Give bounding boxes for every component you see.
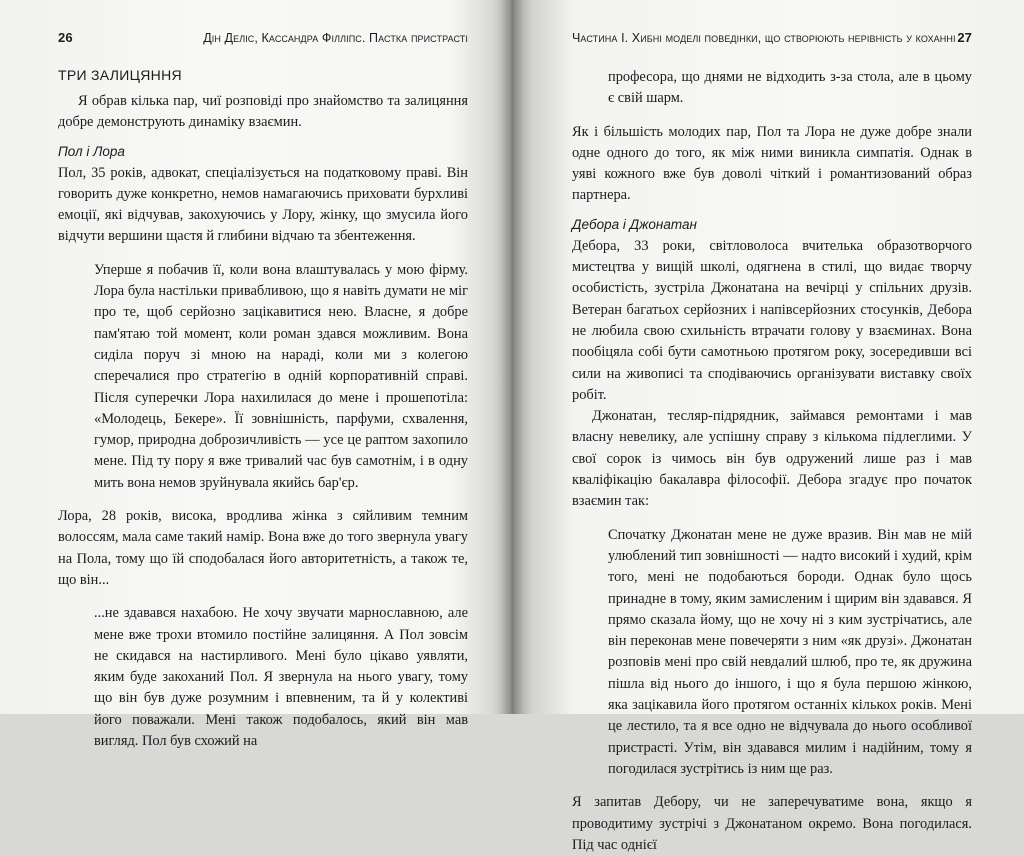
page-number-right: 27	[957, 30, 972, 45]
quote-debora: Спочатку Джонатан мене не дуже вразив. Він мав не мій улюблений тип зовнішності — надто високий і худий, крім того, мені не подобаються бороди. Однак було щось принадне в тому, яким замисленим і щирим він здавався. Я прямо сказала йому, що не хочу ні з ким зустрічатись, але він переконав мене повечеряти з ним «як друзі». Джонатан розповів мені про свій невдалий шлюб, про те, як дружина пішла від нього до іншого, і що я була першою жінкою, яка зацікавила його протягом останніх кількох років. Мені це лестило, та я все одно не відчувала до нього особливої пристрасті. Утім, він здавався милим і надійним, тому я погодилася зустрітись із ним ще раз.	[608, 526, 972, 777]
running-head-left: Дін Деліс, Кассандра Філліпс. Пастка пристрасті	[203, 31, 468, 45]
paragraph-paul: Пол, 35 років, адвокат, спеціалізується на податковому праві. Він говорить дуже конкретно, немов намагаючись приховати бурхливі емоції, які відчував, закохуючись у Лору, жінку, що змусила його відчути вершини щастя й глибини відчаю та збентеження.	[58, 164, 468, 245]
subhead-debora-jonathan: Дебора і Джонатан	[572, 216, 697, 232]
paragraph-laura: Лора, 28 років, висока, вродлива жінка з сяйливим темним волоссям, мала саме такий намір. Вона вже до того звернула увагу на Пола, тому що їй сподобалася його авторитетність, а також те, що він...	[58, 508, 468, 588]
left-page	[0, 0, 512, 750]
right-header	[572, 30, 972, 45]
quote-continuation: професора, що днями не відходить з-за стола, але в цьому є свій шарм.	[608, 69, 972, 107]
paragraph-jonathan: Джонатан, тесляр-підрядник, займався ремонтами і мав власну невелику, але успішну справу з кількома підлеглими. У свої сорок із чимось він був одружений лише раз і мав кваліфікацію бакалавра філософії. Дебора згадує про початок взаємин так:	[572, 408, 972, 510]
page-number-left: 26	[58, 30, 73, 45]
quote-paul: Уперше я побачив її, коли вона влаштувалась у мою фірму. Лора була настільки привабливою, що я навіть думати не міг про те, щоб серйозно зацікавитися нею. Власне, я добре пам'ятаю той момент, коли роман здався можливим. Вона сиділа поруч зі мною на нараді, коли ми з колегою сперечалися про стратегію в одній корпоративній справі. Після суперечки Лора нахилилася до мене і прошепотіла: «Молодець, Бекере». Її зовнішність, парфуми, схвалення, гумор, природна доброзичливість — усе це раптом захопило мене. Під ту пору я вже тривалий час був самотнім, і в одну мить вона немов зруйнувала якийсь бар'єр.	[94, 261, 468, 491]
quote-laura: ...не здавався нахабою. Не хочу звучати марнославною, але мене вже трохи втомило постійне залицяння. А Пол зовсім не скидався на настирливого. Мені було цікаво уявляти, яким буде закоханий Пол. Я звернула на нього увагу, тому що він був дуже розумним і впевненим, та й у колективі його поважали. Мені також подобалось, який він мав вигляд. Пол був схожий на	[94, 605, 468, 750]
section-title: ТРИ ЗАЛИЦЯННЯ	[58, 67, 182, 83]
running-head-right: Частина I. Хибні моделі поведінки, що створюють нерівність у коханні	[572, 31, 956, 45]
paragraph-couple: Як і більшість молодих пар, Пол та Лора не дуже добре знали одне одного до того, як між ними виникла симпатія. Однак в уяві кожного вже був доволі чіткий і романтизований образ партнера.	[572, 123, 972, 204]
subhead-paul-laura: Пол і Лора	[58, 143, 125, 159]
paragraph-debora: Дебора, 33 роки, світловолоса вчителька образотворчого мистецтва у вищій школі, одягнена в стилі, що видає творчу особистість, зустріла Джонатана на вечірці у спільних друзів. Ветеран багатьох серйозних і напівсерйозних стосунків, Дебора не любила свою схильність втрачати голову у взаєминах. Вона пообіцяла собі бути самотньою протягом року, зосередивши всі сили на живописі та сподіваючись організувати виставку своїх робіт.	[572, 237, 972, 403]
intro-paragraph: Я обрав кілька пар, чиї розповіді про знайомство та залицяння добре демонструють динаміку взаємин.	[58, 93, 468, 131]
left-header	[58, 30, 468, 45]
right-page	[512, 0, 1024, 853]
paragraph-closing: Я запитав Дебору, чи не заперечуватиме вона, якщо я проводитиму зустрічі з Джонатаном окремо. Вона погодилася. Під час однієї	[572, 794, 972, 853]
